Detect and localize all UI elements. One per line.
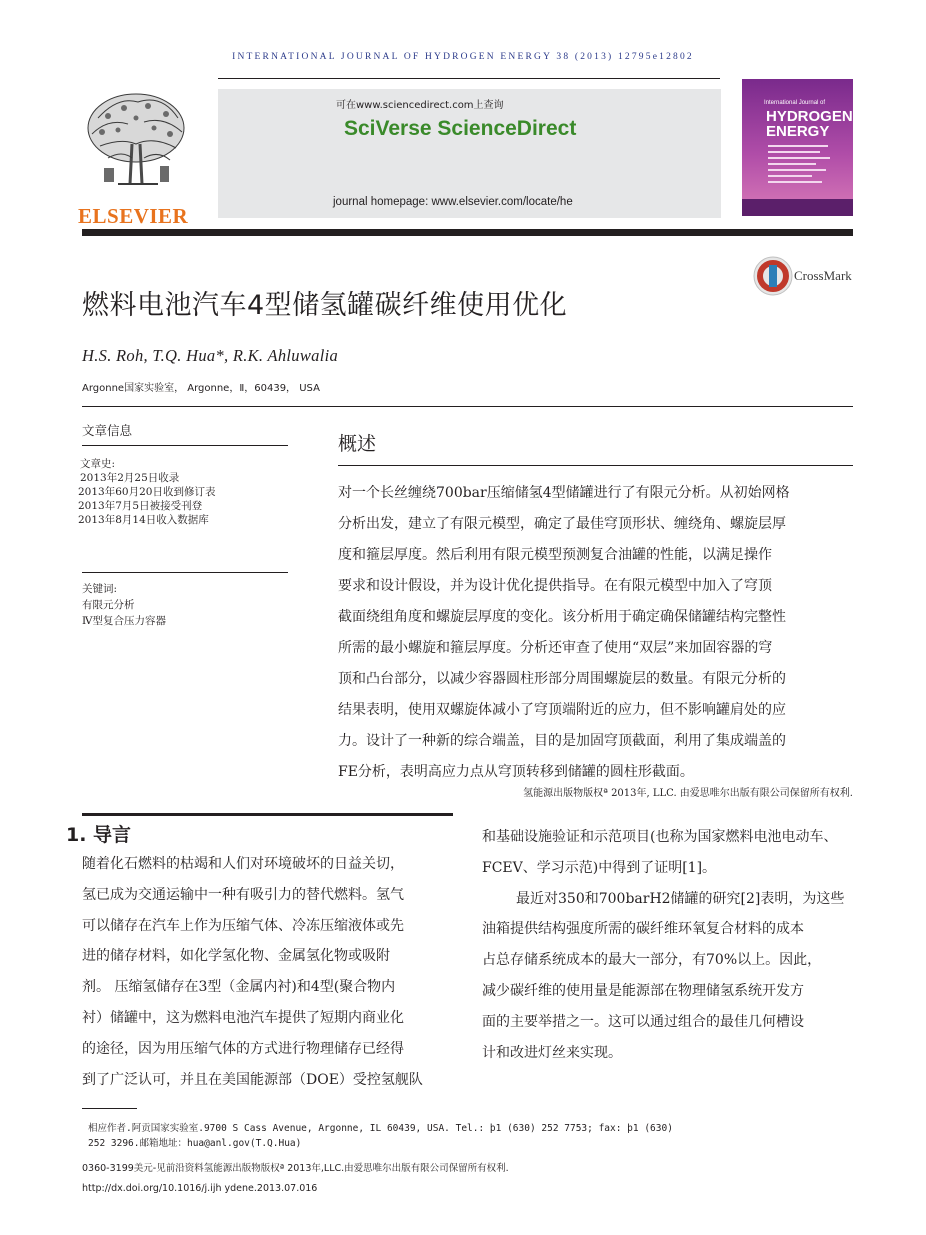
intro-line: 衬）储罐中，这为燃料电池汽车提供了短期内商业化 bbox=[82, 1009, 404, 1026]
revised-date: 2013年60月20日收到修订表 bbox=[78, 486, 216, 498]
abstract-line: 顶和凸台部分，以减少容器圆柱形部分周围螺旋层的数量。有限元分析的 bbox=[338, 671, 786, 687]
keywords-block bbox=[82, 581, 166, 629]
accepted-date: 2013年7月5日被接受刊登 bbox=[78, 500, 203, 512]
abstract-line: 对一个长丝缠绕700bar压缩储氢4型储罐进行了有限元分析。从初始网格 bbox=[338, 485, 790, 501]
affiliation-rule bbox=[82, 406, 853, 407]
intro-line: FCEV、学习示范)中得到了证明[1]。 bbox=[482, 859, 717, 876]
corresponding-email-line: 252 3296.邮箱地址：hua@anl.gov(T.Q.Hua) bbox=[88, 1138, 302, 1149]
intro-line: 油箱提供结构强度所需的碳纤维环氧复合材料的成本 bbox=[482, 921, 804, 938]
journal-running-head: INTERNATIONAL JOURNAL OF HYDROGEN ENERGY 38 (2013) 12795e12802 bbox=[232, 52, 694, 62]
intro-line: 占总存储系统成本的最大一部分，有70%以上。因此， bbox=[482, 952, 822, 969]
intro-line: 计和改进灯丝来实现。 bbox=[482, 1044, 622, 1061]
article-history-label: 文章史: bbox=[80, 458, 116, 470]
intro-line: 面的主要举措之一。这可以通过组合的最佳几何槽设 bbox=[482, 1013, 804, 1030]
keywords-rule bbox=[82, 572, 288, 573]
cover-title-line1: HYDROGEN bbox=[766, 108, 853, 125]
footnote-rule bbox=[82, 1108, 137, 1109]
crossmark-label: CrossMark bbox=[794, 268, 852, 283]
abstract-line: 力。设计了一种新的综合端盖，目的是加固穹顶截面，利用了集成端盖的 bbox=[338, 733, 786, 749]
article-title: 燃料电池汽车4型储氢罐碳纤维使用优化 bbox=[82, 290, 568, 321]
elsevier-wordmark: ELSEVIER bbox=[78, 204, 189, 228]
article-history bbox=[80, 457, 215, 527]
abstract-heading: 概述 bbox=[338, 433, 377, 455]
intro-line: 氢已成为交通运输中一种有吸引力的替代燃料。氢气 bbox=[82, 886, 404, 903]
article-info-heading: 文章信息 bbox=[82, 423, 133, 438]
header-top-rule bbox=[218, 78, 720, 79]
abstract-line: 分析出发，建立了有限元模型，确定了最佳穹顶形状、缠绕角、螺旋层厚 bbox=[338, 516, 786, 532]
sciencedirect-availability: 可在www.sciencedirect.com上查询 bbox=[336, 100, 504, 111]
intro-line: 进的储存材料，如化学氢化物、金属氢化物或吸附 bbox=[82, 948, 390, 965]
intro-line: 随着化石燃料的枯竭和人们对环境破坏的日益关切， bbox=[82, 856, 404, 872]
journal-homepage-link[interactable]: journal homepage: www.elsevier.com/locate/he bbox=[333, 196, 573, 208]
intro-line: 可以储存在汽车上作为压缩气体、冷冻压缩液体或先 bbox=[82, 917, 404, 934]
abstract-line: 结果表明，使用双螺旋体减小了穹顶端附近的应力，但不影响罐肩处的应 bbox=[338, 702, 786, 718]
section-1-heading: 1. 导言 bbox=[66, 824, 132, 846]
abstract-line: 截面绕组角度和螺旋层厚度的变化。该分析用于确定确保储罐结构完整性 bbox=[338, 609, 786, 625]
doi-link[interactable]: http://dx.doi.org/10.1016/j.ijh ydene.2013.07.016 bbox=[82, 1183, 318, 1194]
sciverse-sciencedirect-logo[interactable]: SciVerse ScienceDirect bbox=[344, 117, 577, 140]
intro-right-column bbox=[482, 822, 922, 1068]
intro-line: 减少碳纤维的使用量是能源部在物理储氢系统开发方 bbox=[482, 982, 804, 999]
issn-copyright: 0360-3199美元-见前沿资料氢能源出版物版权ª 2013年,LLC.由爱思唯尔出版有限公司保留所有权利. bbox=[82, 1163, 509, 1174]
abstract-line: 度和箍层厚度。然后利用有限元模型预测复合油罐的性能，以满足操作 bbox=[338, 547, 772, 563]
sciencedirect-banner bbox=[218, 89, 721, 218]
keyword: 有限元分析 bbox=[82, 599, 135, 611]
received-date: 2013年2月25日收录 bbox=[80, 472, 180, 484]
abstract-rule bbox=[338, 465, 853, 466]
cover-text-block bbox=[768, 145, 838, 191]
author-list: H.S. Roh, T.Q. Hua*, R.K. Ahluwalia bbox=[82, 346, 339, 365]
intro-line: 到了广泛认可，并且在美国能源部（DOE）受控氢舰队 bbox=[82, 1071, 423, 1088]
cover-small-title: International Journal of bbox=[764, 100, 826, 106]
elsevier-tree-icon bbox=[78, 88, 196, 196]
article-info-rule bbox=[82, 445, 288, 446]
elsevier-logo bbox=[78, 88, 196, 228]
abstract-line: 要求和设计假设，并为设计优化提供指导。在有限元模型中加入了穹顶 bbox=[338, 578, 772, 594]
cover-publisher-strip bbox=[742, 199, 853, 216]
abstract-line: FE分析，表明高应力点从穹顶转移到储罐的圆柱形截面。 bbox=[338, 764, 694, 780]
journal-cover-image bbox=[742, 79, 853, 216]
header-bottom-rule bbox=[82, 229, 853, 236]
intro-line: 的途径，因为用压缩气体的方式进行物理储存已经得 bbox=[82, 1040, 404, 1057]
author-affiliation: Argonne国家实验室， Argonne，Ⅱ，60439， USA bbox=[82, 383, 320, 394]
online-date: 2013年8月14日收入数据库 bbox=[78, 514, 209, 526]
abstract-text bbox=[338, 478, 853, 788]
intro-line: 剂。 压缩氢储存在3型（金属内衬)和4型(聚合物内 bbox=[82, 979, 396, 996]
crossmark-badge[interactable] bbox=[752, 255, 862, 297]
keywords-label: 关键词: bbox=[82, 583, 118, 595]
corresponding-author-note bbox=[88, 1121, 848, 1151]
cover-title-line2: ENERGY bbox=[766, 123, 830, 140]
keyword: Ⅳ型复合压力容器 bbox=[82, 615, 166, 627]
section-divider bbox=[82, 813, 453, 816]
crossmark-icon bbox=[752, 255, 794, 297]
abstract-line: 所需的最小螺旋和箍层厚度。分析还审查了使用“双层”来加固容器的穹 bbox=[338, 640, 773, 656]
corresponding-author-line: 相应作者.阿贡国家实验室.9700 S Cass Avenue, Argonne, IL 60439, USA. Tel.: þ1 (630) 252 7753; fax: þ1 (630) bbox=[88, 1123, 673, 1134]
intro-line: 和基础设施验证和示范项目(也称为国家燃料电池电动车、 bbox=[482, 829, 838, 845]
intro-line: 最近对350和700barH2储罐的研究[2]表明，为这些 bbox=[516, 890, 845, 907]
abstract-copyright: 氢能源出版物版权ª 2013年, LLC. 由爱思唯尔出版有限公司保留所有权利. bbox=[523, 788, 853, 799]
intro-left-column bbox=[82, 849, 456, 1095]
